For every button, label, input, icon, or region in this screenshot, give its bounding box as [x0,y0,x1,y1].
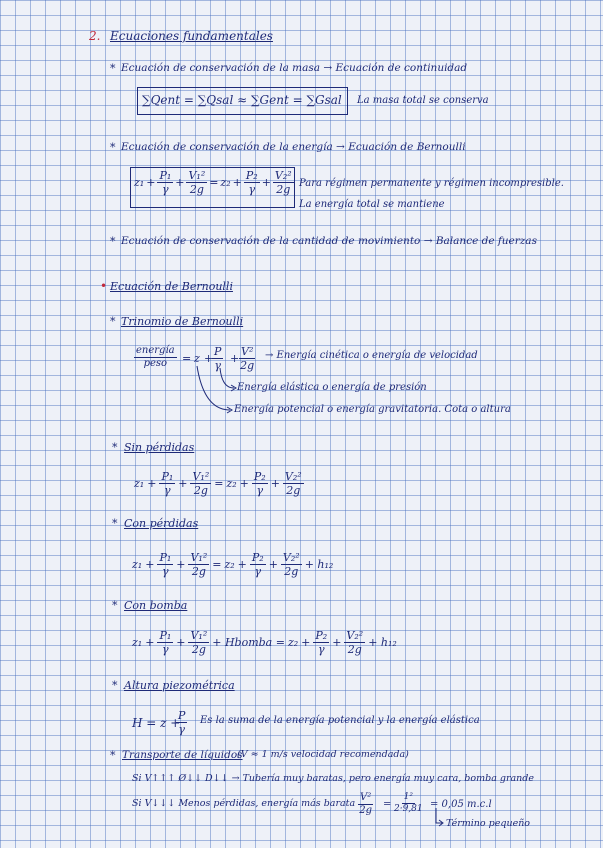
energia-note1: Para régimen permanente y régimen incompresible. [299,178,564,189]
term-z1: z₁ [134,176,145,189]
energia-note2: La energía total se mantiene [299,199,445,210]
term-z2: z₂ [220,176,231,189]
frac-v2-2g-transporte: $\frac{\text{V²}}{2g}$ [359,792,372,816]
section-number: 2. [89,29,101,43]
frac-v2-2g: $\frac{\text{V²}}{2g}$ [240,345,255,372]
bernoulli-dot: • [100,279,108,293]
section-title: Ecuaciones fundamentales [110,29,273,43]
altura-title: Altura piezométrica [124,679,235,692]
sin-perdidas-formula: z₁ + $\frac{\text{P₁}}{\gamma}$ + $\frac{\text{V₁²}}{2g}$ = z₂ + $\frac{\text{P₂}}{\gamma}$ + $\frac{\text{V₂²}}{2g}$ [134,470,302,497]
transporte-paren: (V ≈ 1 m/s velocidad recomendada) [237,749,409,760]
bullet-star: * [110,235,116,248]
masa-text: Ecuación de conservación de la masa → Ecuación de continuidad [121,62,468,74]
trinomio-note-presion: Energía elástica o energía de presión [237,382,427,393]
altura-lhs: H = z + [132,716,181,730]
trinomio-z: z [194,352,200,365]
con-perdidas-title: Con pérdidas [124,517,199,530]
bullet-star: * [110,141,116,154]
transporte-line1: Si V↑↑↑ Ø↓↓ D↓↓ → Tubería muy baratas, pero energía muy cara, bomba grande [132,773,534,784]
frac-energia-peso: energía peso [136,345,175,369]
frac-v2-2g: $\frac{\text{V₂²}}{2g}$ [274,169,292,196]
altura-note: Es la suma de la energía potencial y la energía elástica [200,715,480,726]
trinomio-star: * [110,315,116,328]
bullet-star: * [110,62,116,75]
bernoulli-title: Ecuación de Bernoulli [110,280,233,293]
momento-text: Ecuación de conservación de la cantidad de movimiento → Balance de fuerzas [121,235,537,247]
con-perdidas-formula: z₁ + $\frac{\text{P₁}}{\gamma}$ + $\frac{\text{V₁²}}{2g}$ = z₂ + $\frac{\text{P₂}}{\gamma}$ + $\frac{\text{V₂²}}{2g}$ + h₁₂ [132,551,334,578]
frac-1-2981: $\frac{\text{1²}}{2\cdot 9,81}$ [394,792,423,814]
frac-p-gamma: $\frac{P}{\gamma}$ [214,345,222,372]
transporte-result: = 0,05 m.c.l [430,799,492,810]
bernoulli-formula-boxed: z₁ + $\frac{\text{P₁}}{\gamma}$ + $\frac{\text{V₁²}}{2g}$ = z₂ + $\frac{\text{P₂}}{\gamma}$ + $\frac{\text{V₂²}}{2g}$ [134,169,292,196]
trinomio-note-potencial: Energía potencial o energía gravitatoria. Cota o altura [234,404,511,415]
transporte-note: Término pequeño [446,818,531,829]
trinomio-eq: = [182,352,192,365]
con-bomba-formula: z₁ + $\frac{\text{P₁}}{\gamma}$ + $\frac{\text{V₁²}}{2g}$ + Hbomba = z₂ + $\frac{\text{P₂}}{\gamma}$ + $\frac{\text{V₂²}}{2g}$ + h₁₂ [132,629,397,656]
con-bomba-title: Con bomba [124,599,188,612]
masa-note: La masa total se conserva [357,95,489,106]
trinomio-title: Trinomio de Bernoulli [121,315,244,328]
sin-perdidas-title: Sin pérdidas [124,441,195,454]
transporte-title: Transporte de líquidos [122,749,243,761]
frac-p-gamma-altura: $\frac{P}{\gamma}$ [178,709,186,736]
frac-p2-gamma: $\frac{\text{P₂}}{\gamma}$ [245,169,258,196]
transporte-line2: Si V↓↓↓ Menos pérdidas, energía más barata [132,798,356,809]
trinomio-note-cinetica: → Energía cinética o energía de velocidad [265,350,478,361]
frac-v1-2g: $\frac{\text{V₁²}}{2g}$ [188,169,206,196]
masa-formula: ∑Qent = ∑Qsal ≈ ∑Gent = ∑Gsal [142,93,342,107]
frac-p1-gamma: $\frac{\text{P₁}}{\gamma}$ [159,169,172,196]
energia-text: Ecuación de conservación de la energía → Ecuación de Bernoulli [121,141,466,153]
